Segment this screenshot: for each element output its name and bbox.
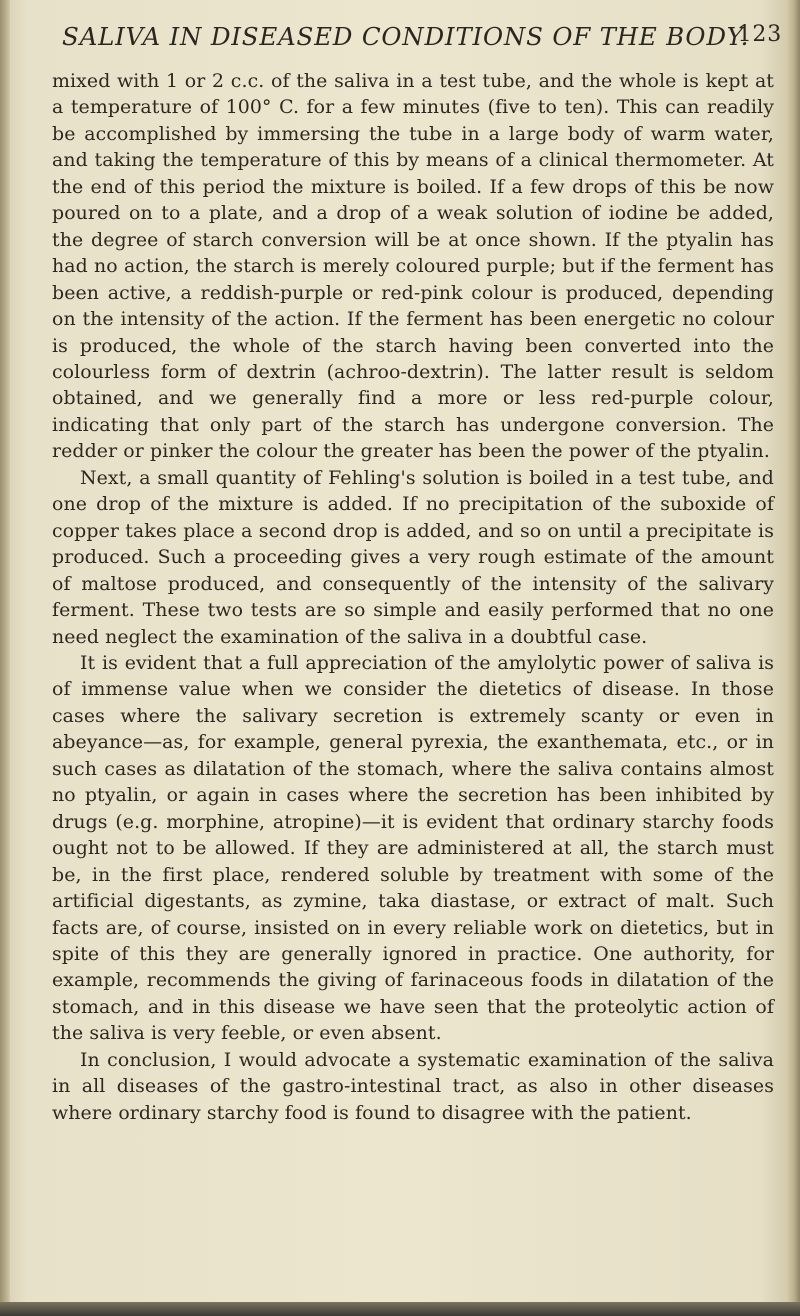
page-binding-edge <box>0 0 10 1316</box>
page-right-edge <box>786 0 800 1316</box>
running-title: SALIVA IN DISEASED CONDITIONS OF THE BODY. <box>62 22 750 51</box>
paragraph: mixed with 1 or 2 c.c. of the saliva in a test tube, and the whole is kept at a temperature of 100° C. for a few minutes (five to ten). This can readily be accomplished by immersing the tube in a large body of warm water, and taking the temperature of this by means of a clinical thermometer. At the end of this period the mixture is boiled. If a few drops of this be now poured on to a plate, and a drop of a weak solution of iodine be added, the degree of starch conversion will be at once shown. If the ptyalin has had no action, the starch is merely coloured purple; but if the ferment has been active, a reddish-purple or red-pink colour is produced, depending on the intensity of the action. If the ferment has been energetic no colour is produced, the whole of the starch having been converted into the colourless form of dextrin (achroo-dextrin). The latter result is seldom obtained, and we generally find a more or less red-purple colour, indicating that only part of the starch has undergone conversion. The redder or pinker the colour the greater has been the power of the ptyalin. <box>52 70 774 463</box>
paragraph: It is evident that a full appreciation of the amylolytic power of saliva is of immense value when we consider the dietetics of disease. In those cases where the salivary secretion is extremely scanty or even in abeyance—as, for example, general pyrexia, the exanthemata, etc., or in such cases as dilatation of the stomach, where the saliva contains almost no ptyalin, or again in cases where the secretion has been inhibited by drugs (e.g. morphine, atropine)—it is evident that ordinary starchy foods ought not to be allowed. If they are administered at all, the starch must be, in the first place, rendered soluble by treatment with some of the artificial digestants, as zymine, taka diastase, or extract of malt. Such facts are, of course, insisted on in every reliable work on dietetics, but in spite of this they are generally ignored in practice. One authority, for example, recommends the giving of farinaceous foods in dilatation of the stomach, and in this disease we have seen that the proteolytic action of the saliva is very feeble, or even absent. <box>52 651 774 1045</box>
paragraph: In conclusion, I would advocate a systematic examination of the saliva in all diseases of the gastro-intestinal tract, as also in other diseases where ordinary starchy food is found to disagree with the patient. <box>52 1048 774 1124</box>
body-text <box>52 68 774 1126</box>
paragraph: Next, a small quantity of Fehling's solution is boiled in a test tube, and one drop of the mixture is added. If no precipitation of the suboxide of copper takes place a second drop is added, and so on until a precipitate is produced. Such a proceeding gives a very rough estimate of the amount of maltose produced, and consequently of the intensity of the salivary ferment. These two tests are so simple and easily performed that no one need neglect the examination of the saliva in a doubtful case. <box>52 466 774 648</box>
scan-bottom-edge <box>0 1302 800 1316</box>
running-header <box>62 18 782 58</box>
page-number: 123 <box>737 22 782 47</box>
